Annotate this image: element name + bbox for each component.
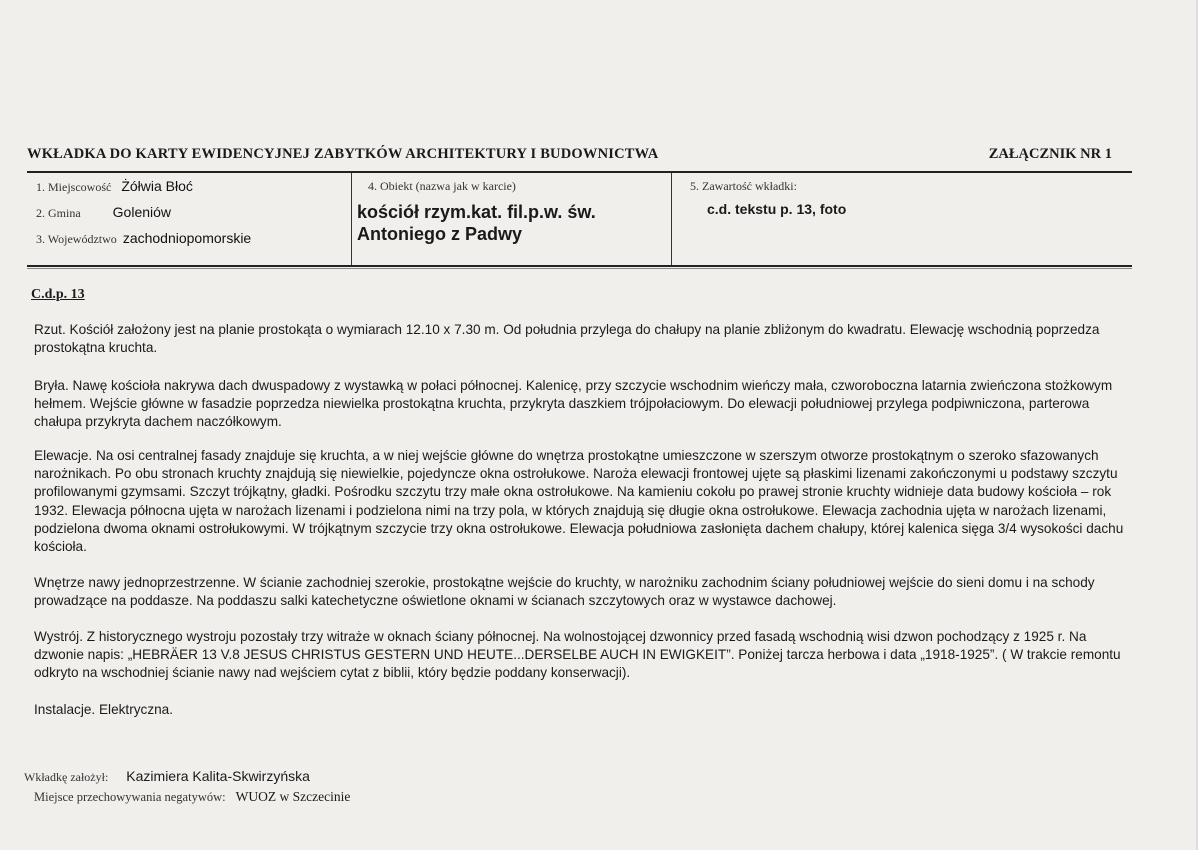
- paragraph-elewacje: Elewacje. Na osi centralnej fasady znajduje się kruchta, a w niej wejście główne do wnętrza prostokątne umieszczone w szerszym otworze prostokątnym o szeroko sfazowanych narożnikach. Po obu stronach kruchty znajdują się niewielkie, pojedyncze okna ostrołukowe. Naroża elewacji frontowej ujęte są płaskimi lizenami zakończonymi u podstawy szczytu profilowanymi gzymsami. Szczyt trójkątny, gładki. Pośrodku szczytu trzy małe okna ostrołukowe. Na kamieniu cokołu po prawej stronie kruchty widnieje data budowy kościoła – rok 1932. Elewacja północna ujęta w narożach lizenami i podzielona nimi na trzy pola, w których znajdują się długie okna ostrołukowe. Elewacja zachodnia ujęta w narożach lizenami, podzielona dwoma oknami ostrołukowymi. W trójkątnym szczycie trzy okna ostrołukowe. Elewacja południowa zasłonięta dachem chałupy, której kalenica sięga 3/4 wysokości dachu kościoła.: [34, 448, 1124, 555]
- commune-field: [36, 204, 171, 222]
- author-label: Wkładkę założył:: [24, 770, 109, 784]
- object-value: [357, 201, 596, 245]
- paragraph-wystroj: Wystrój. Z historycznego wystroju pozostały trzy witraże w oknach ściany północnej. Na wolnostojącej dzwonnicy przed fasadą wschodnią wisi dzwon pochodzący z 1925 r. Na dzwonie napis: „HEBRÄER 13 V.8 JESUS CHRISTUS GESTERN UND HEUTE...DERSELBE AUCH IN EWIGKEIT”. Poniżej tarcza herbowa i data „1918-1925”. ( W trakcie remontu odkryto na wschodniej ścianie nawy nad wejściem cytat z biblii, który będzie poddany konserwacji).: [34, 629, 1121, 681]
- paragraph-instalacje: Instalacje. Elektryczna.: [34, 702, 174, 717]
- voivodeship-label: 3. Województwo: [36, 232, 117, 246]
- column-divider-2: [671, 173, 672, 265]
- commune-label: 2. Gmina: [36, 206, 81, 220]
- storage-field: [34, 788, 350, 806]
- author-value: Kazimiera Kalita-Skwirzyńska: [126, 768, 310, 784]
- paragraph-wnetrze: Wnętrze nawy jednoprzestrzenne. W ścianie zachodniej szerokie, prostokątne wejście do kruchty, w narożniku zachodnim ściany południowej wejście do sieni domu i na schody prowadzące na poddasze. Na poddaszu salki katechetyczne oświetlone oknami w ścianach szczytowych oraz w wystawce dachowej.: [34, 575, 1095, 609]
- voivodeship-field: [36, 230, 251, 248]
- content-label: 5. Zawartość wkładki:: [690, 179, 797, 193]
- header-rule-shadow: [27, 268, 1132, 269]
- locality-value: Żółwia Błoć: [121, 178, 193, 194]
- paragraph-bryla: Bryła. Nawę kościoła nakrywa dach dwuspadowy z wystawką w połaci północnej. Kalenicę, przy szczycie wschodnim wieńczy mała, czworoboczna latarnia zwieńczona stożkowym hełmem. Wejście główne w fasadzie poprzedza niewielka prostokątna kruchta, przykryta daszkiem trójpołaciowym. Do elewacji południowej przylega podpiwniczona, parterowa chałupa przykryta dachem naczółkowym.: [34, 378, 1113, 430]
- storage-value: WUOZ w Szczecinie: [235, 789, 351, 804]
- object-value-line2: Antoniego z Padwy: [357, 224, 523, 244]
- object-label: 4. Obiekt (nazwa jak w karcie): [368, 179, 516, 193]
- locality-field: [36, 178, 193, 196]
- commune-value: Goleniów: [112, 204, 172, 220]
- paragraph-rzut: Rzut. Kościół założony jest na planie prostokąta o wymiarach 12.10 x 7.30 m. Od południa przylega do chałupy na planie zbliżonym do kwadratu. Elewację wschodnią poprzedza prostokątna kruchta.: [34, 322, 1100, 356]
- object-value-line1: kościół rzym.kat. fil.p.w. św.: [357, 202, 596, 222]
- locality-label: 1. Miejscowość: [36, 180, 112, 194]
- section-heading: C.d.p. 13: [31, 287, 85, 302]
- header-rule-bottom: [27, 265, 1132, 267]
- column-divider-1: [351, 173, 352, 265]
- content-value: c.d. tekstu p. 13, foto: [707, 201, 847, 217]
- document-title: WKŁADKA DO KARTY EWIDENCYJNEJ ZABYTKÓW ARCHITEKTURY I BUDOWNICTWA: [27, 146, 659, 162]
- voivodeship-value: zachodniopomorskie: [122, 230, 252, 246]
- storage-label: Miejsce przechowywania negatywów:: [34, 790, 226, 804]
- author-field: [24, 768, 310, 786]
- header-rule-top: [27, 171, 1132, 173]
- appendix-number: ZAŁĄCZNIK NR 1: [988, 146, 1112, 162]
